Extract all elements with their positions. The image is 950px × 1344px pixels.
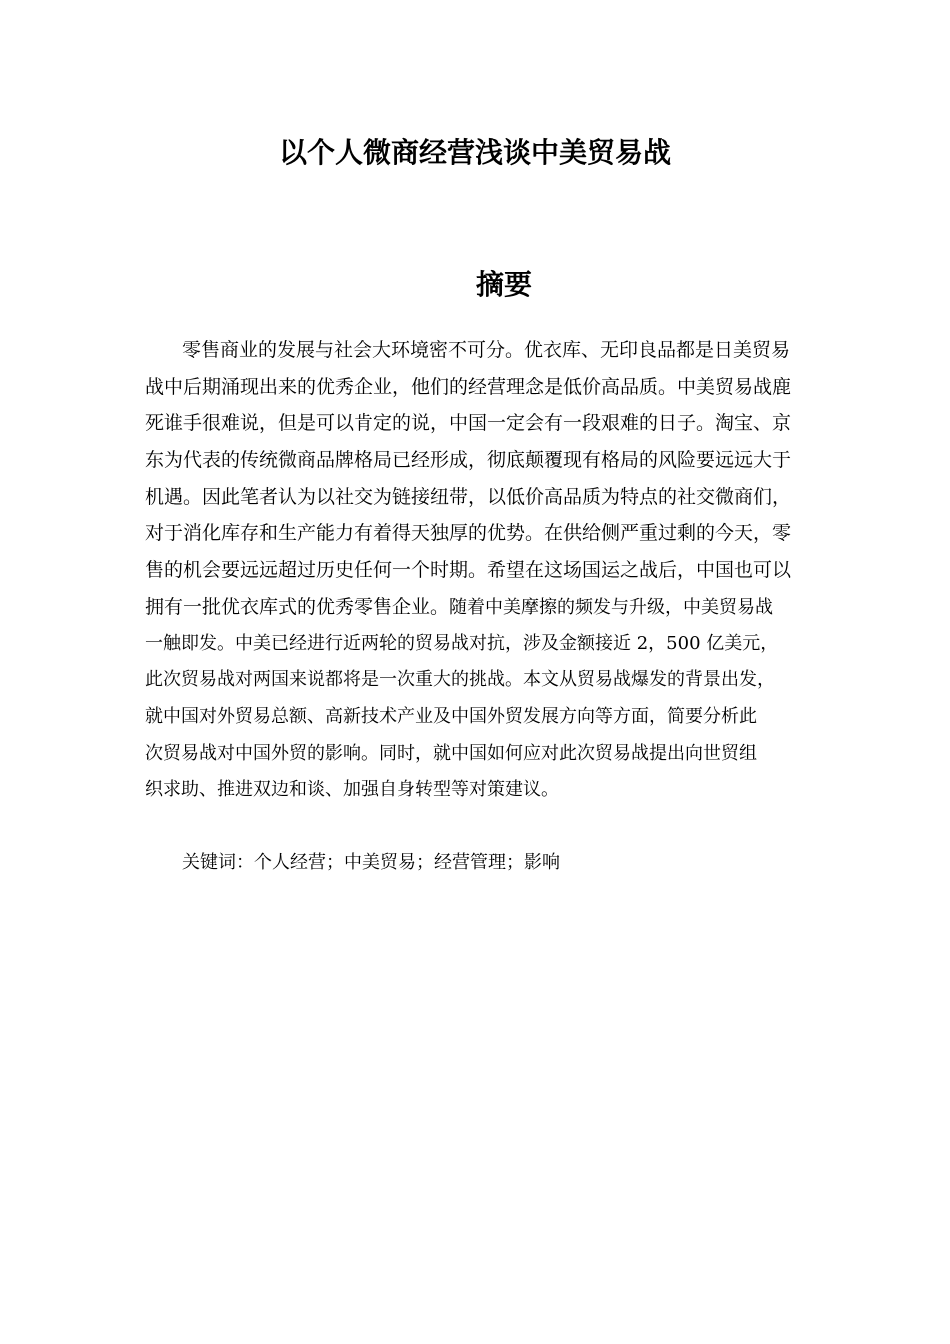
abstract-body: [145, 332, 813, 809]
abstract-line: 机遇。因此笔者认为以社交为链接纽带，以低价高品质为特点的社交微商们，: [145, 485, 792, 508]
abstract-line: 对于消化库存和生产能力有着得天独厚的优势。在供给侧严重过剩的今天，零: [145, 522, 792, 545]
abstract-line: 就中国对外贸易总额、高新技术产业及中国外贸发展方向等方面，简要分析此: [145, 705, 757, 727]
abstract-heading: 摘要: [475, 268, 532, 301]
abstract-line: 战中后期涌现出来的优秀企业，他们的经营理念是低价高品质。中美贸易战鹿: [145, 375, 792, 398]
abstract-line-segment: 随着中美摩擦的频发与升级，中美贸易战: [449, 596, 774, 618]
abstract-line: 次贸易战对中国外贸的影响。同时，就中国如何应对此次贸易战提出向世贸组: [145, 742, 757, 764]
abstract-line-segment: 拥有一批优衣库式的优秀零售企业。: [145, 595, 450, 618]
abstract-line-mixed: [145, 589, 813, 626]
abstract-line: 一触即发。中美已经进行近两轮的贸易战对抗，涉及金额接近 2，500 亿美元，: [145, 632, 779, 654]
abstract-line: 此次贸易战对两国来说都将是一次重大的挑战。本文从贸易战爆发的背景出发，: [145, 669, 775, 691]
abstract-line: 零售商业的发展与社会大环境密不可分。优衣库、无印良品都是日美贸易: [182, 339, 791, 361]
abstract-line: 织求助、推进双边和谈、加强自身转型等对策建议。: [145, 779, 559, 801]
document-title: 以个人微商经营浅谈中美贸易战: [278, 136, 671, 169]
abstract-line: 死谁手很难说，但是可以肯定的说，中国一定会有一段艰难的日子。淘宝、京: [145, 412, 792, 435]
keywords-line: 关键词：个人经营；中美贸易；经营管理；影响: [182, 852, 560, 873]
abstract-line: 售的机会要远远超过历史任何一个时期。希望在这场国运之战后，中国也可以: [145, 559, 792, 582]
abstract-line: 东为代表的传统微商品牌格局已经形成，彻底颠覆现有格局的风险要远远大于: [145, 449, 792, 472]
